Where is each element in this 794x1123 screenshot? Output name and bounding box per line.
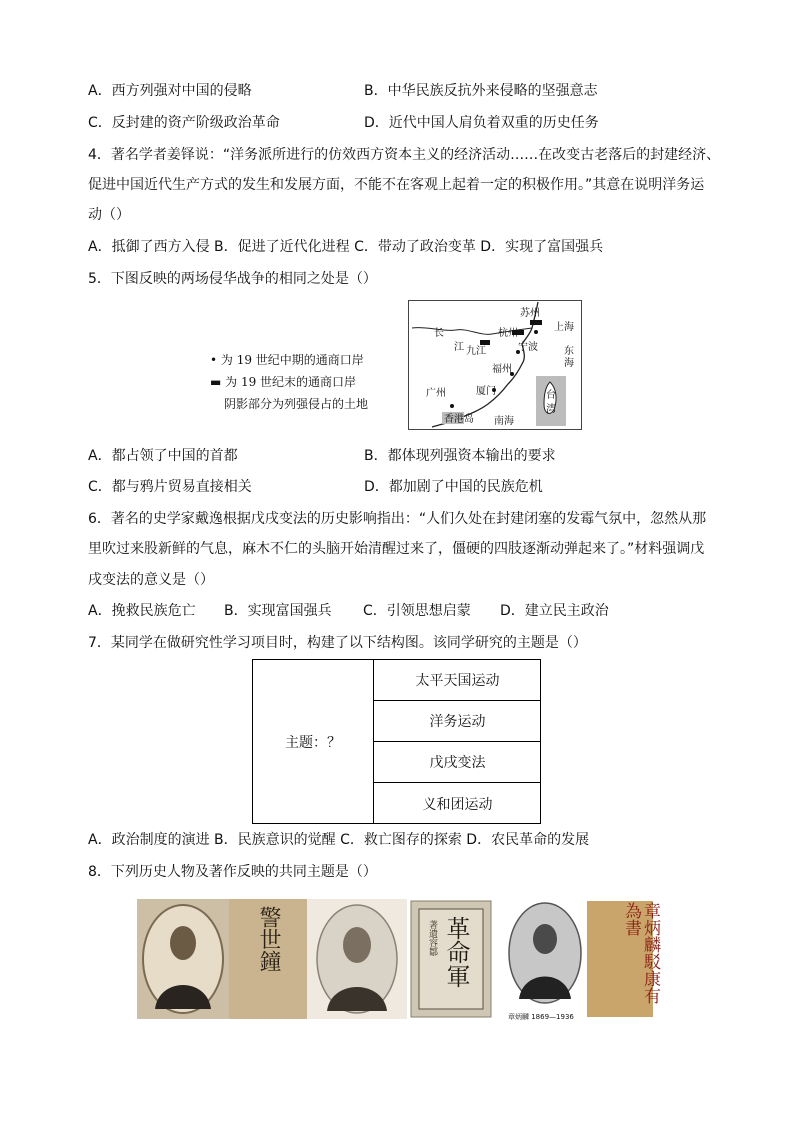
map-label-shanghai: 上海 [554, 322, 574, 333]
q6-option-c: C．引领思想启蒙 [363, 603, 471, 619]
treaty-ports-map [408, 300, 582, 430]
q4-stem-line3: 动（） [88, 207, 130, 223]
q4-stem-line2: 促进中国近代生产方式的发生和发展方面，不能不在客观上起着一定的积极作用。”其意在说明洋务运 [88, 177, 705, 193]
structure-theme: 主题：？ [253, 660, 374, 823]
q6-option-a: A．挽救民族危亡 [88, 603, 196, 619]
q4-options: A．抵御了西方入侵 B．促进了近代化进程 C．带动了政治变革 D．实现了富国强兵 [88, 239, 604, 255]
map-label-hongkong: 香港岛 [444, 414, 474, 425]
q6-stem-line1: 6．著名的史学家戴逸根据戊戌变法的历史影响指出：“人们久处在封建闭塞的发霉气氛中，忽然从那 [88, 511, 707, 527]
map-legend [210, 349, 368, 415]
portrait-3-caption: 章炳麟 1869—1936 [508, 1013, 574, 1021]
book-1-title: 警世鐘 [256, 906, 281, 972]
q6-option-b: B．实现富国强兵 [224, 603, 332, 619]
map-label-jiang: 江 [454, 342, 464, 353]
map-label-hangzhou: 杭州 [498, 328, 518, 339]
map-label-wan: 湾 [546, 404, 556, 415]
q6-stem-line2: 里吹过来股新鲜的气息，麻木不仁的头脑开始清醒过来了，僵硬的四肢逐渐动弹起来了。”材料强调戊 [88, 541, 705, 557]
map-label-hai: 海 [564, 358, 574, 369]
map-label-fuzhou: 福州 [492, 364, 512, 375]
q3-option-b: B．中华民族反抗外来侵略的坚强意志 [364, 83, 598, 99]
q7-stem: 7．某同学在做研究性学习项目时，构建了以下结构图。该同学研究的主题是（） [88, 635, 587, 651]
map-label-ningbo: 宁波 [518, 342, 538, 353]
legend-item-mid-century-ports: • 为 19 世纪中期的通商口岸 [210, 353, 364, 367]
map-label-chang: 长 [434, 328, 444, 339]
q3-option-a: A．西方列强对中国的侵略 [88, 83, 252, 99]
q5-option-b: B．都体现列强资本输出的要求 [364, 448, 556, 464]
q3-option-d: D．近代中国人肩负着双重的历史任务 [364, 115, 599, 131]
structure-item-wuxu: 戊戌变法 [374, 742, 541, 783]
structure-item-taiping: 太平天国运动 [374, 660, 541, 701]
q5-option-c: C．都与鸦片贸易直接相关 [88, 479, 252, 495]
q5-option-a: A．都占领了中国的首都 [88, 448, 238, 464]
book-2-title: 革命軍 [442, 916, 470, 988]
book-2-author: 著遺容鄒 [427, 920, 437, 956]
map-label-dong: 东 [564, 346, 574, 357]
structure-item-yangwu: 洋务运动 [374, 701, 541, 742]
structure-item-yihetuan: 义和团运动 [422, 796, 493, 813]
q4-stem-line1: 4．著名学者姜铎说：“洋务派所进行的仿效西方资本主义的经济活动……在改变古老落后的封建经济、 [88, 147, 721, 163]
q6-stem-line3: 戌变法的意义是（） [88, 572, 214, 588]
map-label-nanhai: 南海 [494, 416, 514, 427]
q7-options: A．政治制度的演进 B．民族意识的觉醒 C．救亡图存的探索 D．农民革命的发展 [88, 832, 590, 848]
map-label-tai: 台 [546, 390, 556, 401]
q6-option-d: D．建立民主政治 [500, 603, 609, 619]
legend-item-occupied-land: 阴影部分为列强侵占的土地 [224, 397, 369, 411]
q3-option-c: C．反封建的资产阶级政治革命 [88, 115, 280, 131]
q5-option-d: D．都加剧了中国的民族危机 [364, 479, 543, 495]
map-label-xiamen: 厦门 [476, 386, 496, 397]
structure-diagram [252, 659, 541, 824]
portrait-and-book-1 [137, 899, 307, 1019]
q8-stem: 8．下列历史人物及著作反映的共同主题是（） [88, 864, 377, 880]
legend-item-late-century-ports: ▬ 为 19 世纪末的通商口岸 [210, 375, 357, 389]
map-label-jiujiang: 九江 [466, 346, 486, 357]
book-3-title: 章炳麟駁康有為書 [621, 902, 660, 1004]
map-label-guangzhou: 广州 [426, 388, 446, 399]
q5-stem: 5．下图反映的两场侵华战争的相同之处是（） [88, 271, 377, 287]
map-label-suzhou: 苏州 [520, 308, 540, 319]
